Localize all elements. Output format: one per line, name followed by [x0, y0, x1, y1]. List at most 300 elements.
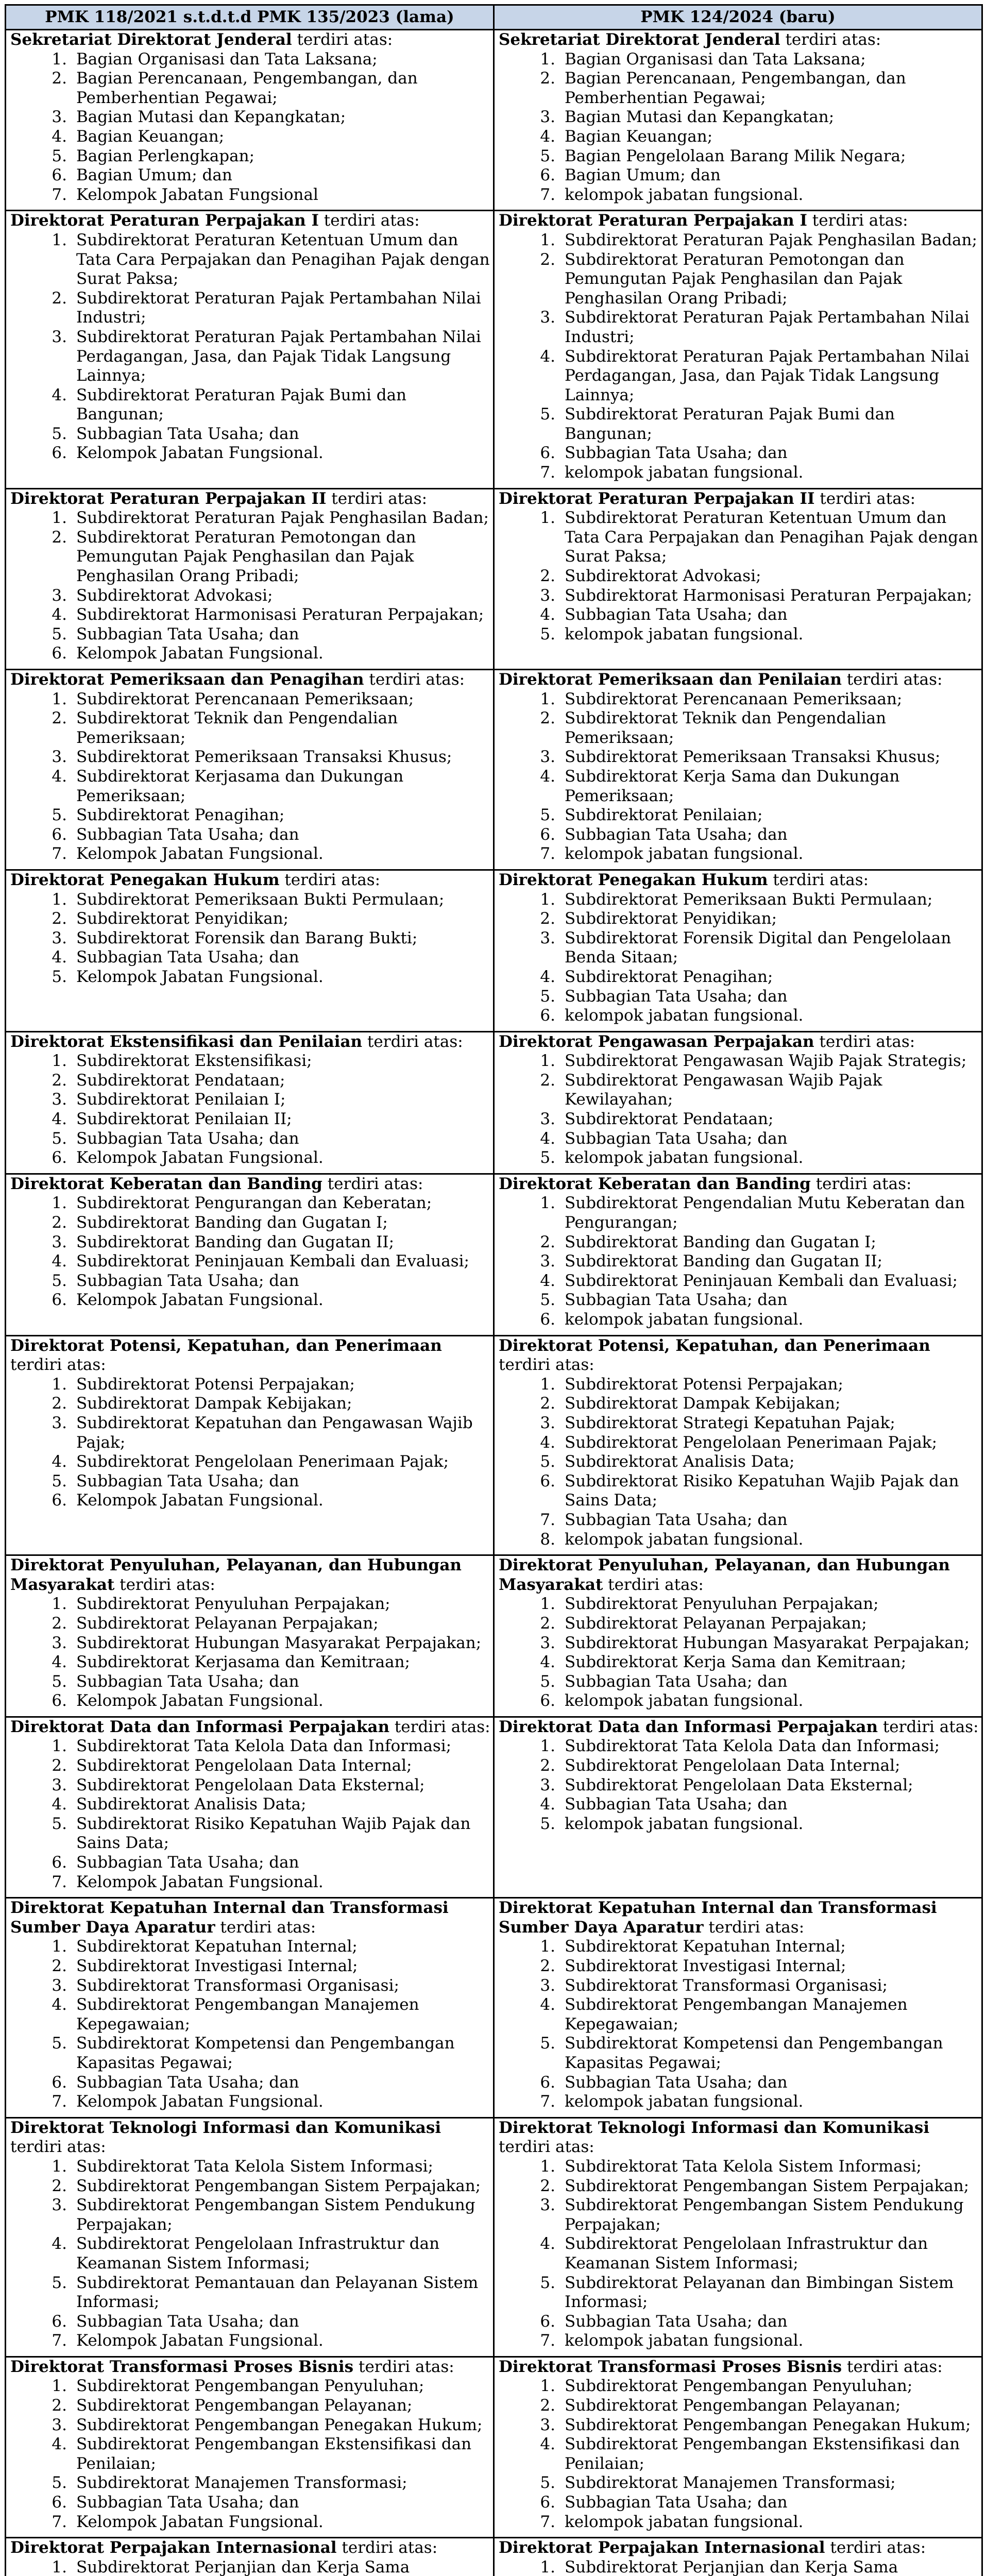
list-item: [499, 166, 981, 185]
list-item-number: 3.: [52, 928, 67, 947]
list-item-number: 7.: [540, 2331, 555, 2350]
list-item-text: Subdirektorat Advokasi;: [565, 567, 761, 586]
list-item: [10, 1252, 493, 1272]
list-item-number: 1.: [52, 230, 67, 249]
list-item: [499, 709, 981, 748]
list-item-number: 4.: [540, 767, 555, 786]
new-unit-cell: [494, 870, 982, 1031]
list-item: [10, 1634, 493, 1653]
list-item: [10, 1414, 493, 1452]
unit-heading-suffix: terdiri atas:: [114, 1575, 215, 1594]
list-item-text: kelompok jabatan fungsional.: [565, 624, 804, 643]
list-item-text: Subdirektorat Perencanaan Pemeriksaan;: [565, 689, 903, 708]
list-item: [499, 108, 981, 127]
list-item-number: 5.: [540, 146, 555, 165]
list-item-number: 1.: [52, 1194, 67, 1213]
list-item-text: Subdirektorat Dampak Kebijakan;: [76, 1394, 352, 1413]
list-item-number: 5.: [540, 624, 555, 643]
list-item-text: Subdirektorat Pengembangan Sistem Pendukung Perpajakan;: [565, 2196, 964, 2234]
list-item: [10, 2558, 493, 2576]
list-item: [499, 2416, 981, 2435]
subunit-list: [499, 890, 981, 1026]
header-new-regulation: PMK 124/2024 (baru): [494, 5, 982, 30]
subunit-list: [10, 1375, 493, 1511]
list-item-number: 6.: [540, 1471, 555, 1490]
list-item-number: 5.: [52, 967, 67, 986]
list-item-number: 7.: [52, 2331, 67, 2350]
list-item: [10, 1672, 493, 1692]
list-item-number: 1.: [52, 1375, 67, 1394]
subunit-list: [10, 1052, 493, 1168]
list-item-number: 4.: [52, 1452, 67, 1471]
list-item-text: Subdirektorat Risiko Kepatuhan Wajib Pajak dan Sains Data;: [565, 1471, 959, 1510]
list-item-number: 4.: [52, 767, 67, 786]
subunit-list: [10, 509, 493, 664]
list-item-number: 5.: [540, 1452, 555, 1471]
subunit-list: [499, 509, 981, 644]
list-item-text: kelompok jabatan fungsional.: [565, 1530, 804, 1549]
list-item: [10, 1815, 493, 1853]
unit-name: Direktorat Perpajakan Internasional: [10, 2538, 337, 2557]
list-item: [499, 509, 981, 567]
list-item-number: 5.: [52, 1471, 67, 1490]
list-item-number: 6.: [540, 825, 555, 844]
list-item-number: 4.: [540, 1433, 555, 1452]
list-item-text: Subdirektorat Pengelolaan Penerimaan Pajak;: [565, 1433, 938, 1452]
list-item-number: 1.: [52, 2557, 67, 2576]
list-item-number: 1.: [540, 1595, 555, 1614]
list-item-number: 4.: [52, 605, 67, 624]
unit-heading: [10, 489, 493, 509]
list-item-text: kelompok jabatan fungsional.: [565, 1310, 804, 1329]
list-item-number: 7.: [540, 463, 555, 482]
list-item-text: Subdirektorat Pengembangan Sistem Pendukung Perpajakan;: [76, 2196, 475, 2234]
list-item: [499, 1691, 981, 1711]
list-item-number: 5.: [540, 2273, 555, 2292]
unit-heading-suffix: terdiri atas:: [703, 1918, 805, 1937]
list-item: [10, 1472, 493, 1492]
list-item-text: Subdirektorat Pemeriksaan Transaksi Khusus;: [565, 748, 941, 767]
list-item: [499, 1976, 981, 1996]
list-item: [10, 2092, 493, 2112]
unit-heading-suffix: terdiri atas:: [326, 489, 428, 508]
list-item-number: 6.: [540, 1310, 555, 1329]
list-item: [499, 185, 981, 205]
unit-heading-suffix: terdiri atas:: [841, 670, 943, 689]
list-item: [10, 844, 493, 864]
list-item-text: Bagian Perlengkapan;: [76, 146, 255, 165]
unit-heading: [499, 211, 981, 231]
list-item-number: 3.: [52, 748, 67, 767]
list-item-number: 4.: [540, 2234, 555, 2253]
unit-name: Direktorat Kepatuhan Internal dan Transformasi Sumber Daya Aparatur: [10, 1899, 449, 1937]
list-item: [10, 528, 493, 586]
list-item-text: Subdirektorat Ekstensifikasi;: [76, 1052, 312, 1071]
list-item-number: 3.: [52, 1232, 67, 1251]
list-item: [10, 425, 493, 444]
list-item-number: 2.: [540, 1394, 555, 1413]
unit-heading: [10, 30, 493, 50]
unit-heading-suffix: terdiri atas:: [389, 1717, 490, 1736]
table-row: [6, 1335, 982, 1555]
list-item-number: 6.: [52, 2312, 67, 2331]
list-item-text: Subbagian Tata Usaha; dan: [565, 2312, 788, 2331]
list-item-text: Subdirektorat Pengelolaan Data Internal;: [565, 1756, 900, 1775]
list-item-number: 6.: [540, 2073, 555, 2092]
list-item-text: Subdirektorat Penilaian;: [565, 806, 763, 825]
list-item: [10, 1995, 493, 2034]
list-item: [10, 709, 493, 748]
list-item-text: Subdirektorat Kerjasama dan Dukungan Pemeriksaan;: [76, 767, 404, 805]
list-item: [499, 1737, 981, 1756]
list-item-number: 3.: [52, 2415, 67, 2434]
list-item-text: Subdirektorat Hubungan Masyarakat Perpajakan;: [76, 1633, 482, 1652]
old-unit-cell: [6, 1898, 494, 2118]
list-item-number: 1.: [540, 2377, 555, 2396]
list-item-text: Kelompok Jabatan Fungsional.: [76, 1291, 324, 1310]
list-item: [499, 1776, 981, 1795]
list-item: [10, 2416, 493, 2435]
list-item-text: Subdirektorat Forensik dan Barang Bukti;: [76, 928, 418, 947]
unit-name: Direktorat Penegakan Hukum: [10, 870, 280, 889]
list-item-number: 3.: [540, 748, 555, 767]
list-item-text: Subbagian Tata Usaha; dan: [565, 825, 788, 844]
list-item-text: Kelompok Jabatan Fungsional.: [76, 1872, 324, 1891]
table-header-row: [6, 5, 982, 30]
list-item-number: 4.: [52, 1995, 67, 2014]
list-item-text: Subdirektorat Peraturan Pajak Pertambahan Nilai Perdagangan, Jasa, dan Pajak Tidak Langsung Lainnya;: [565, 347, 970, 404]
list-item-text: Bagian Keuangan;: [565, 127, 713, 146]
list-item: [10, 2377, 493, 2396]
list-item-text: Subdirektorat Pengelolaan Penerimaan Pajak;: [76, 1452, 449, 1471]
list-item-text: Subbagian Tata Usaha; dan: [76, 1471, 299, 1490]
unit-heading-suffix: terdiri atas:: [336, 2538, 438, 2557]
list-item-number: 3.: [540, 928, 555, 947]
list-item-number: 2.: [52, 1756, 67, 1775]
list-item-number: 4.: [52, 1110, 67, 1129]
list-item: [499, 308, 981, 347]
list-item: [499, 1672, 981, 1692]
new-unit-cell: [494, 2357, 982, 2537]
subunit-list: [10, 1937, 493, 2111]
unit-heading: [499, 1336, 981, 1375]
list-item-text: Subdirektorat Peraturan Pajak Pertambahan Nilai Industri;: [76, 289, 481, 327]
unit-heading-suffix: terdiri atas:: [603, 1575, 704, 1594]
list-item-text: kelompok jabatan fungsional.: [565, 185, 804, 204]
list-item-text: Bagian Organisasi dan Tata Laksana;: [76, 49, 378, 69]
table-row: [6, 670, 982, 870]
list-item-text: Subbagian Tata Usaha; dan: [76, 1672, 299, 1691]
list-item: [10, 2034, 493, 2073]
unit-heading-suffix: terdiri atas:: [810, 1174, 912, 1193]
unit-heading: [499, 670, 981, 690]
list-item: [499, 127, 981, 147]
subunit-list: [10, 1737, 493, 1892]
list-item-number: 6.: [540, 2493, 555, 2512]
unit-heading: [499, 2538, 981, 2558]
list-item-text: Subdirektorat Pengembangan Penegakan Hukum;: [76, 2415, 483, 2434]
unit-heading: [499, 2119, 981, 2157]
list-item-text: Subdirektorat Pengelolaan Infrastruktur dan Keamanan Sistem Informasi;: [76, 2234, 440, 2273]
list-item: [10, 289, 493, 328]
list-item-text: Subdirektorat Investigasi Internal;: [565, 1957, 846, 1975]
list-item-text: Subbagian Tata Usaha; dan: [76, 1129, 299, 1148]
subunit-list: [499, 2157, 981, 2351]
list-item-text: Bagian Organisasi dan Tata Laksana;: [565, 49, 866, 69]
list-item-number: 7.: [52, 2092, 67, 2111]
list-item-text: Subdirektorat Banding dan Gugatan II;: [76, 1232, 395, 1251]
subunit-list: [499, 1937, 981, 2111]
list-item-text: Bagian Pengelolaan Barang Milik Negara;: [565, 146, 906, 165]
list-item: [10, 1052, 493, 1071]
unit-heading-suffix: terdiri atas:: [807, 211, 908, 230]
list-item-text: Kelompok Jabatan Fungsional.: [76, 644, 324, 663]
list-item: [10, 605, 493, 625]
list-item-number: 2.: [52, 289, 67, 308]
list-item-number: 4.: [52, 2234, 67, 2253]
list-item: [499, 825, 981, 845]
list-item-text: Subdirektorat Peraturan Ketentuan Umum dan Tata Cara Perpajakan dan Penagihan Pajak dengan Surat Paksa;: [76, 230, 490, 289]
old-unit-cell: [6, 488, 494, 669]
list-item-text: Subbagian Tata Usaha; dan: [565, 444, 788, 463]
unit-heading: [499, 871, 981, 890]
unit-heading-suffix: terdiri atas:: [499, 1355, 594, 1375]
list-item-text: Subdirektorat Kompetensi dan Pengembangan Kapasitas Pegawai;: [565, 2034, 943, 2072]
unit-name: Direktorat Pengawasan Perpajakan: [499, 1032, 814, 1051]
list-item-number: 2.: [52, 2396, 67, 2415]
list-item-number: 1.: [540, 2157, 555, 2176]
unit-heading-suffix: terdiri atas:: [780, 30, 881, 49]
list-item: [10, 2513, 493, 2532]
unit-heading-suffix: terdiri atas:: [364, 670, 465, 689]
unit-heading: [499, 1556, 981, 1595]
list-item: [499, 605, 981, 625]
list-item-text: Subdirektorat Pengembangan Penegakan Hukum;: [565, 2415, 971, 2434]
list-item: [10, 1452, 493, 1472]
subunit-list: [499, 2558, 981, 2576]
list-item-text: Subdirektorat Peraturan Pajak Penghasilan Badan;: [565, 230, 977, 249]
list-item-text: Subdirektorat Peraturan Pajak Bumi dan Bangunan;: [565, 405, 895, 443]
list-item: [10, 2234, 493, 2273]
list-item: [10, 1853, 493, 1873]
new-unit-cell: [494, 1031, 982, 1174]
unit-heading: [10, 211, 493, 231]
list-item-text: Subdirektorat Harmonisasi Peraturan Perpajakan;: [76, 605, 484, 624]
subunit-list: [10, 231, 493, 463]
list-item-number: 5.: [52, 806, 67, 825]
list-item-text: Kelompok Jabatan Fungsional.: [76, 1691, 324, 1710]
list-item-text: Subdirektorat Tata Kelola Sistem Informasi;: [565, 2157, 922, 2176]
list-item: [10, 2493, 493, 2513]
list-item-text: Subdirektorat Pengembangan Penyuluhan;: [76, 2377, 424, 2396]
table-row: [6, 870, 982, 1031]
new-unit-cell: [494, 1555, 982, 1717]
list-item-number: 7.: [540, 185, 555, 204]
list-item-text: Subbagian Tata Usaha; dan: [76, 1853, 299, 1872]
list-item-number: 2.: [540, 1614, 555, 1633]
list-item-text: Subdirektorat Banding dan Gugatan I;: [565, 1232, 876, 1251]
subunit-list: [499, 1052, 981, 1168]
list-item: [499, 1291, 981, 1310]
list-item: [10, 1090, 493, 1110]
list-item: [10, 625, 493, 645]
list-item: [499, 2234, 981, 2273]
list-item: [499, 1194, 981, 1232]
list-item-number: 6.: [52, 1491, 67, 1510]
list-item-text: Subdirektorat Peraturan Ketentuan Umum dan Tata Cara Perpajakan dan Penagihan Pajak dengan Surat Paksa;: [565, 509, 978, 566]
list-item-number: 4.: [540, 2435, 555, 2454]
list-item: [10, 748, 493, 767]
list-item-text: Subbagian Tata Usaha; dan: [76, 948, 299, 967]
list-item-text: Subdirektorat Pengelolaan Data Internal;: [76, 1756, 412, 1775]
list-item: [10, 2396, 493, 2416]
list-item: [499, 347, 981, 405]
list-item: [10, 2435, 493, 2473]
list-item-number: 2.: [540, 1232, 555, 1251]
list-item-text: Subdirektorat Pengembangan Penyuluhan;: [565, 2377, 913, 2396]
list-item-text: Subdirektorat Teknik dan Pengendalian Pemeriksaan;: [565, 709, 887, 747]
list-item-text: Kelompok Jabatan Fungsional.: [76, 844, 324, 863]
unit-heading-suffix: terdiri atas:: [814, 489, 916, 508]
list-item-text: Subdirektorat Penyidikan;: [565, 909, 777, 928]
list-item-number: 2.: [52, 1394, 67, 1413]
list-item-number: 3.: [52, 1413, 67, 1432]
subunit-list: [10, 890, 493, 987]
table-row: [6, 2538, 982, 2576]
list-item-number: 3.: [540, 1252, 555, 1271]
unit-heading-suffix: terdiri atas:: [353, 2357, 454, 2376]
list-item: [499, 767, 981, 806]
list-item: [10, 1776, 493, 1795]
list-item-number: 2.: [52, 1213, 67, 1232]
list-item-text: Subdirektorat Kerjasama dan Kemitraan;: [76, 1653, 410, 1672]
list-item: [499, 1071, 981, 1110]
list-item-text: Subdirektorat Advokasi;: [76, 586, 273, 605]
unit-heading-suffix: terdiri atas:: [279, 870, 381, 889]
list-item-text: Bagian Umum; dan: [565, 166, 721, 185]
list-item-text: Kelompok Jabatan Fungsional.: [76, 2092, 324, 2111]
list-item: [499, 1414, 981, 1433]
list-item: [499, 50, 981, 70]
list-item-text: Subbagian Tata Usaha; dan: [76, 624, 299, 643]
list-item-text: Kelompok Jabatan Fungsional: [76, 185, 318, 204]
list-item-text: Subdirektorat Pelayanan Perpajakan;: [565, 1614, 867, 1633]
list-item: [499, 2274, 981, 2312]
unit-heading: [10, 1718, 493, 1737]
list-item: [10, 50, 493, 70]
table-row: [6, 1174, 982, 1335]
list-item-number: 1.: [540, 230, 555, 249]
unit-name: Direktorat Peraturan Perpajakan I: [10, 211, 319, 230]
unit-name: Direktorat Pemeriksaan dan Penagihan: [10, 670, 364, 689]
list-item: [499, 1394, 981, 1414]
unit-heading: [499, 30, 981, 50]
new-unit-cell: [494, 1174, 982, 1335]
list-item: [499, 1310, 981, 1330]
list-item-text: Subdirektorat Kerja Sama dan Kemitraan;: [565, 1653, 907, 1672]
list-item-number: 4.: [540, 1129, 555, 1148]
list-item-number: 2.: [540, 1957, 555, 1975]
table-row: [6, 1717, 982, 1897]
list-item: [10, 1129, 493, 1149]
list-item-number: 4.: [540, 1995, 555, 2014]
list-item-number: 7.: [52, 185, 67, 204]
list-item: [10, 1957, 493, 1976]
list-item: [499, 147, 981, 166]
list-item: [10, 1110, 493, 1129]
unit-heading: [499, 1032, 981, 1052]
old-unit-cell: [6, 1717, 494, 1897]
list-item-number: 2.: [52, 69, 67, 88]
list-item: [499, 1530, 981, 1550]
list-item-text: Subdirektorat Peraturan Pemotongan dan Pemungutan Pajak Penghasilan dan Pajak Penghasilan Orang Pribadi;: [565, 250, 905, 308]
list-item-number: 3.: [52, 108, 67, 127]
list-item: [10, 767, 493, 806]
unit-heading: [10, 1175, 493, 1194]
list-item-text: Subdirektorat Peraturan Pajak Bumi dan Bangunan;: [76, 385, 407, 424]
list-item-number: 4.: [540, 127, 555, 146]
list-item: [499, 1795, 981, 1815]
list-item: [499, 1634, 981, 1653]
list-item: [10, 2157, 493, 2177]
unit-name: Direktorat Peraturan Perpajakan I: [499, 211, 807, 230]
list-item-number: 4.: [52, 385, 67, 404]
unit-heading: [10, 1032, 493, 1052]
list-item-text: Subdirektorat Penilaian II;: [76, 1110, 292, 1129]
new-unit-cell: [494, 1898, 982, 2118]
list-item: [499, 2177, 981, 2196]
list-item: [10, 1691, 493, 1711]
unit-name: Direktorat Potensi, Kepatuhan, dan Penerimaan: [10, 1336, 442, 1355]
list-item: [499, 2473, 981, 2493]
list-item-text: Subdirektorat Pengembangan Manajemen Kepegawaian;: [565, 1995, 908, 2033]
subunit-list: [499, 2377, 981, 2532]
list-item-text: Subdirektorat Pengendalian Mutu Keberatan dan Pengurangan;: [565, 1194, 965, 1232]
unit-heading: [10, 1556, 493, 1595]
list-item-number: 4.: [52, 1252, 67, 1271]
list-item-number: 2.: [52, 709, 67, 728]
list-item: [499, 1233, 981, 1252]
list-item-text: Subdirektorat Transformasi Organisasi;: [565, 1976, 888, 1995]
list-item-text: Subdirektorat Perjanjian dan Kerja Sama: [76, 2557, 410, 2576]
list-item-text: Subbagian Tata Usaha; dan: [76, 2073, 299, 2092]
list-item-number: 3.: [540, 108, 555, 127]
list-item: [499, 2513, 981, 2532]
list-item: [10, 2073, 493, 2093]
list-item-number: 2.: [52, 1614, 67, 1633]
list-item-number: 1.: [540, 2557, 555, 2576]
subunit-list: [499, 1737, 981, 1834]
list-item-text: Subdirektorat Pengelolaan Data Eksternal;: [565, 1775, 913, 1794]
list-item: [499, 1252, 981, 1272]
list-item-number: 7.: [540, 2512, 555, 2531]
old-unit-cell: [6, 1555, 494, 1717]
list-item: [499, 69, 981, 108]
list-item-text: Subdirektorat Pengelolaan Data Eksternal;: [76, 1775, 425, 1794]
list-item: [499, 748, 981, 767]
unit-name: Direktorat Penyuluhan, Pelayanan, dan Hubungan Masyarakat: [499, 1556, 950, 1594]
unit-name: Sekretariat Direktorat Jenderal: [10, 30, 292, 49]
list-item-number: 6.: [52, 444, 67, 463]
unit-name: Direktorat Peraturan Perpajakan II: [10, 489, 327, 508]
unit-heading: [10, 871, 493, 890]
list-item: [499, 1614, 981, 1634]
unit-heading: [10, 670, 493, 690]
list-item-text: Bagian Perencanaan, Pengembangan, dan Pemberhentian Pegawai;: [76, 69, 418, 107]
list-item-text: Subdirektorat Dampak Kebijakan;: [565, 1394, 841, 1413]
list-item-number: 2.: [540, 2396, 555, 2415]
list-item: [10, 509, 493, 528]
